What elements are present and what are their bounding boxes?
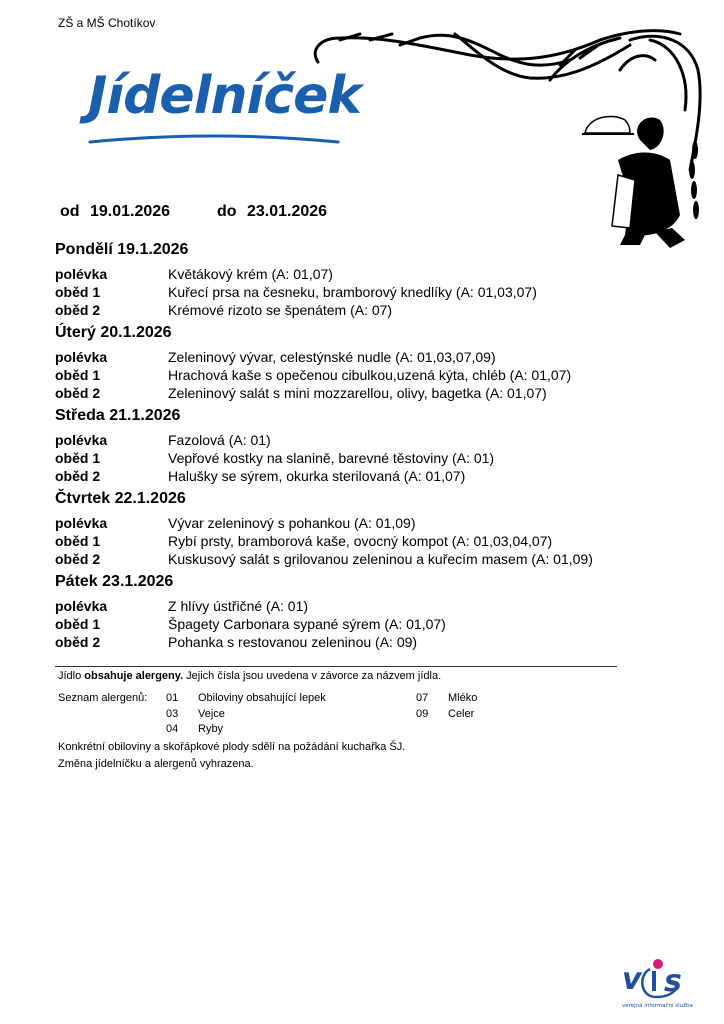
allergen-note-bold: obsahuje alergeny. <box>84 670 184 682</box>
meal-dish: Kuskusový salát s grilovanou zeleninou a kuřecím masem (A: 01,09) <box>168 551 593 567</box>
meal-dish: Fazolová (A: 01) <box>168 432 271 448</box>
meal-label: oběd 1 <box>55 367 101 383</box>
meal-label: oběd 1 <box>55 450 101 466</box>
allergen-item <box>416 692 477 707</box>
meal-dish: Květákový krém (A: 01,07) <box>168 266 333 282</box>
meal-row <box>55 348 617 366</box>
allergen-item <box>166 723 223 738</box>
meal-dish: Z hlívy ústřičné (A: 01) <box>168 598 309 614</box>
allergen-item <box>166 692 326 707</box>
vis-logo-icon <box>620 955 700 1015</box>
meal-row <box>55 467 617 485</box>
meal-label: polévka <box>55 432 108 448</box>
period-to-label: do <box>216 203 237 220</box>
allergen-name: Celer <box>448 708 475 720</box>
day-title: Středa 21.1.2026 <box>55 407 181 424</box>
meal-dish: Hrachová kaše s opečenou cibulkou,uzená kýta, chléb (A: 01,07) <box>168 367 572 383</box>
meal-dish: Rybí prsty, bramborová kaše, ovocný kompot (A: 01,03,04,07) <box>168 533 553 549</box>
meal-row <box>55 283 617 301</box>
meal-label: polévka <box>55 515 108 531</box>
meal-row <box>55 532 617 550</box>
allergen-note-suffix: Jejich čísla jsou uvedena v závorce za názvem jídla. <box>183 670 442 682</box>
footer-note-changes: Změna jídelníčku a alergenů vyhrazena. <box>58 758 254 770</box>
school-name: ZŠ a MŠ Chotíkov <box>58 16 156 30</box>
meal-dish: Halušky se sýrem, okurka sterilovaná (A: 01,07) <box>168 468 466 484</box>
day-title: Čtvrtek 22.1.2026 <box>55 490 186 507</box>
meal-row <box>55 384 617 402</box>
meal-dish: Vývar zeleninový s pohankou (A: 01,09) <box>168 515 416 531</box>
svg-text:s: s <box>664 964 682 999</box>
day-thursday <box>55 489 617 568</box>
meal-label: oběd 1 <box>55 284 101 300</box>
meal-dish: Krémové rizoto se špenátem (A: 07) <box>168 302 393 318</box>
allergen-name: Mléko <box>448 692 478 704</box>
allergen-code: 07 <box>416 692 429 704</box>
meal-row <box>55 366 617 384</box>
day-tuesday <box>55 323 617 402</box>
meal-label: oběd 2 <box>55 385 101 401</box>
svg-text:v: v <box>622 962 642 997</box>
meal-dish: Špagety Carbonara sypané sýrem (A: 01,07) <box>168 616 446 632</box>
meal-label: oběd 1 <box>55 616 101 632</box>
day-monday <box>55 240 617 319</box>
day-friday <box>55 572 617 651</box>
allergen-code: 09 <box>416 708 429 720</box>
meal-label: oběd 2 <box>55 468 101 484</box>
allergen-note <box>58 670 441 682</box>
meal-dish: Vepřové kostky na slanině, barevné těstoviny (A: 01) <box>168 450 495 466</box>
meal-row <box>55 431 617 449</box>
meal-label: oběd 2 <box>55 302 101 318</box>
period-from-date: 19.01.2026 <box>90 203 171 220</box>
allergen-code: 04 <box>166 723 179 735</box>
footer-note-ingredients: Konkrétní obiloviny a skořápkové plody sdělí na požádání kuchařka ŠJ. <box>58 741 406 753</box>
meal-label: polévka <box>55 266 108 282</box>
meal-dish: Kuřecí prsa na česneku, bramborový knedlíky (A: 01,03,07) <box>168 284 537 300</box>
day-title: Pondělí 19.1.2026 <box>55 241 189 258</box>
menu-period <box>60 203 333 221</box>
day-wednesday <box>55 406 617 485</box>
logo-title: Jídelníček <box>88 66 362 126</box>
allergen-name: Obiloviny obsahující lepek <box>198 692 326 704</box>
meal-dish: Zeleninový vývar, celestýnské nudle (A: 01,03,07,09) <box>168 349 496 365</box>
allergen-name: Ryby <box>198 723 224 735</box>
meal-label: oběd 2 <box>55 551 101 567</box>
meal-label: oběd 1 <box>55 533 101 549</box>
allergen-item <box>416 708 474 723</box>
meal-dish: Zeleninový salát s mini mozzarellou, olivy, bagetka (A: 01,07) <box>168 385 547 401</box>
allergen-name: Vejce <box>198 708 225 720</box>
divider <box>55 666 617 667</box>
allergen-code: 01 <box>166 692 179 704</box>
allergen-item <box>166 708 225 723</box>
allergen-list-label: Seznam alergenů: <box>58 692 148 704</box>
vis-subtitle: veřejná informační služba <box>622 1003 693 1009</box>
meal-label: polévka <box>55 598 108 614</box>
day-title: Úterý 20.1.2026 <box>55 324 172 341</box>
meal-row <box>55 597 617 615</box>
period-to-date: 23.01.2026 <box>246 203 328 220</box>
allergen-code: 03 <box>166 708 179 720</box>
meal-row <box>55 514 617 532</box>
meal-dish: Pohanka s restovanou zeleninou (A: 09) <box>168 634 418 650</box>
meal-row <box>55 550 617 568</box>
meal-row <box>55 633 617 651</box>
meal-row <box>55 301 617 319</box>
meal-row <box>55 615 617 633</box>
day-title: Pátek 23.1.2026 <box>55 573 174 590</box>
meal-label: polévka <box>55 349 108 365</box>
meal-label: oběd 2 <box>55 634 101 650</box>
allergen-note-prefix: Jídlo <box>58 670 85 682</box>
meal-row <box>55 449 617 467</box>
meal-row <box>55 265 617 283</box>
weekly-menu <box>55 240 617 655</box>
period-from-label: od <box>60 203 80 220</box>
waiter-decoration-icon <box>300 0 724 260</box>
